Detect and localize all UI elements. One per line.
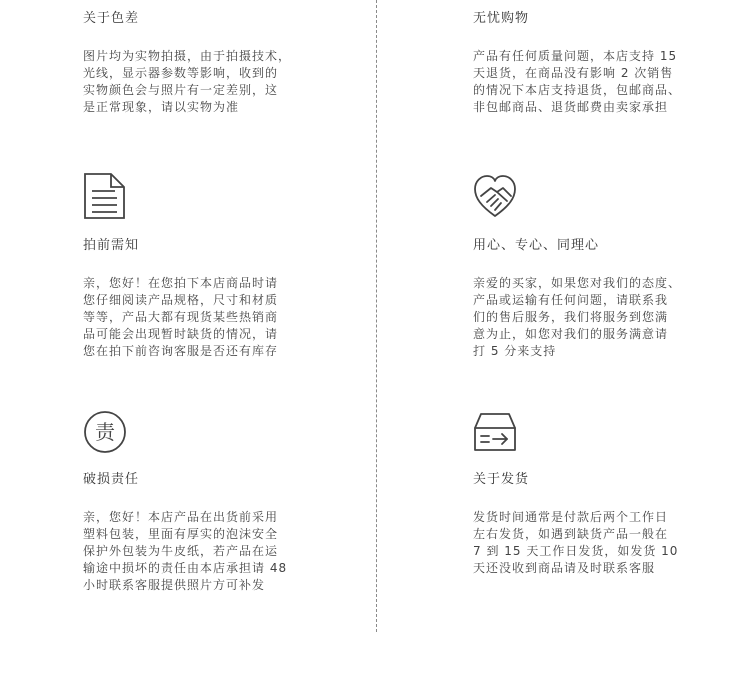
section-title: 破损责任 (83, 472, 140, 487)
body-line: 7 到 15 天工作日发货，如发货 10 (473, 544, 679, 558)
section-worry-free-shopping (473, 11, 703, 116)
section-body (473, 275, 703, 360)
body-line: 您在拍下前咨询客服是否还有库存 (83, 344, 279, 358)
body-line: 品可能会出现暂时缺货的情况，请 (83, 327, 279, 341)
body-line: 天退货，在商品没有影响 2 次销售 (473, 66, 674, 80)
body-line: 光线，显示器参数等影响，收到的 (83, 66, 279, 80)
section-body (473, 48, 703, 116)
svg-text:责: 责 (95, 420, 115, 444)
section-body (473, 509, 703, 577)
body-line: 等等，产品大都有现货某些热销商 (83, 310, 279, 324)
section-title: 关于发货 (473, 472, 530, 487)
section-damage-responsibility (83, 410, 313, 594)
section-service (473, 172, 703, 360)
body-line: 产品有任何质量问题，本店支持 15 (473, 49, 678, 63)
body-line: 亲，您好！在您拍下本店商品时请 (83, 276, 279, 290)
body-line: 意为止，如您对我们的服务满意请 (473, 327, 669, 341)
body-line: 您仔细阅读产品规格，尺寸和材质 (83, 293, 279, 307)
body-line: 是正常现象，请以实物为准 (83, 100, 240, 114)
body-line: 们的售后服务，我们将服务到您满 (473, 310, 669, 324)
body-line: 实物颜色会与照片有一定差别，这 (83, 83, 279, 97)
section-color-difference (83, 11, 313, 116)
center-dashed-divider (376, 0, 377, 632)
body-line: 保护外包装为牛皮纸，若产品在运 (83, 544, 279, 558)
body-line: 天还没收到商品请及时联系客服 (473, 561, 656, 575)
body-line: 亲爱的买家，如果您对我们的态度、 (473, 276, 682, 290)
shipping-box-icon (473, 410, 517, 454)
section-body (83, 509, 313, 594)
section-shipping (473, 410, 703, 577)
body-line: 左右发货，如遇到缺货产品一般在 (473, 527, 669, 541)
body-line: 图片均为实物拍摄，由于拍摄技术， (83, 49, 292, 63)
body-line: 非包邮商品、退货邮费由卖家承担 (473, 100, 669, 114)
section-pre-purchase (83, 172, 313, 360)
document-icon (83, 172, 127, 220)
body-line: 发货时间通常是付款后两个工作日 (473, 510, 669, 524)
section-title: 无忧购物 (473, 11, 530, 26)
section-body (83, 275, 313, 360)
handshake-heart-icon (473, 172, 517, 220)
body-line: 塑料包装，里面有厚实的泡沫安全 (83, 527, 279, 541)
responsibility-icon (83, 410, 127, 454)
section-title: 关于色差 (83, 11, 140, 26)
section-body (83, 48, 313, 116)
section-title: 用心、专心、同理心 (473, 238, 600, 253)
body-line: 产品或运输有任何问题，请联系我 (473, 293, 669, 307)
section-title: 拍前需知 (83, 238, 140, 253)
body-line: 的情况下本店支持退货，包邮商品、 (473, 83, 682, 97)
body-line: 输途中损坏的责任由本店承担请 48 (83, 561, 288, 575)
body-line: 亲，您好！本店产品在出货前采用 (83, 510, 279, 524)
body-line: 小时联系客服提供照片方可补发 (83, 578, 266, 592)
body-line: 打 5 分来支持 (473, 344, 557, 358)
